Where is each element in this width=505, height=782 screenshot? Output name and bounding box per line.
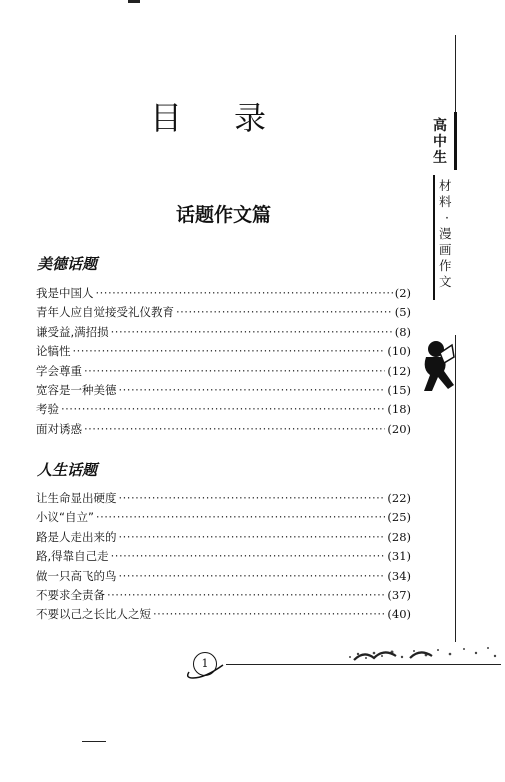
toc-entry-title: 不要以己之长比人之短	[36, 607, 151, 622]
toc-page: (28)	[387, 529, 411, 544]
toc-page: (40)	[387, 607, 411, 622]
toc-row[interactable]	[36, 401, 411, 420]
toc-row[interactable]	[36, 568, 411, 587]
series-label-vertical	[433, 118, 449, 166]
section-title-virtue: 美德话题	[37, 255, 98, 273]
subseries-bar	[433, 175, 435, 300]
leader-dots	[61, 402, 385, 416]
toc-page: (2)	[394, 286, 411, 300]
toc-entry-title: 路,得靠自己走	[36, 549, 109, 564]
subseries-char: 漫	[439, 226, 452, 241]
toc-row[interactable]	[36, 490, 411, 509]
toc-entry-title: 论犒性	[36, 344, 71, 359]
toc-row[interactable]	[36, 343, 411, 362]
toc-entry-title: 让生命显出硬度	[36, 491, 117, 505]
toc-row[interactable]	[36, 382, 411, 401]
series-char: 中	[433, 134, 447, 150]
leader-dots	[84, 422, 385, 436]
toc-page: (25)	[387, 510, 411, 525]
toc-page: (10)	[387, 344, 411, 359]
section-heading: 话题作文篇	[176, 204, 272, 226]
leader-dots	[96, 510, 385, 524]
toc-row[interactable]	[36, 509, 411, 528]
footer-rule	[226, 664, 501, 665]
toc-entry-title: 宽容是一种美德	[36, 382, 117, 397]
toc-entry-title: 考验	[36, 402, 59, 417]
leader-dots	[119, 530, 386, 544]
subseries-char: 材	[439, 178, 452, 193]
toc-page: (8)	[394, 324, 411, 339]
margin-rule-bottom	[455, 335, 456, 645]
toc-page: (15)	[387, 382, 411, 397]
toc-row[interactable]	[36, 548, 411, 567]
toc-row[interactable]	[36, 587, 411, 606]
leader-dots	[119, 491, 386, 505]
toc-entry-title: 小议“自立”	[36, 510, 94, 525]
toc-entry-title: 不要求全责备	[36, 587, 105, 602]
toc-page: (12)	[387, 363, 411, 378]
subseries-char: 料	[439, 194, 452, 209]
series-char: 高	[433, 118, 447, 134]
footer-ornament	[340, 642, 500, 664]
toc-list-life	[36, 490, 411, 626]
toc-row[interactable]	[36, 529, 411, 548]
toc-row[interactable]	[36, 324, 411, 343]
leader-dots	[73, 344, 386, 358]
series-char: 生	[433, 150, 447, 166]
toc-entry-title: 路是人走出来的	[36, 529, 117, 544]
toc-entry-title: 谦受益,满招损	[36, 324, 109, 339]
page-title: 目录	[150, 99, 319, 137]
leader-dots	[119, 383, 386, 397]
toc-row[interactable]	[36, 421, 411, 440]
toc-entry-title: 做一只高飞的鸟	[36, 568, 117, 583]
page-number: 1	[193, 652, 217, 676]
bottom-speck	[82, 741, 106, 742]
leader-dots	[96, 286, 393, 300]
subseries-char: 画	[439, 242, 452, 257]
toc-row[interactable]	[36, 606, 411, 625]
toc-entry-title: 学会尊重	[36, 363, 82, 378]
toc-row[interactable]	[36, 304, 411, 323]
subseries-char: ·	[445, 210, 449, 225]
subseries-char: 作	[439, 258, 452, 273]
toc-page: (20)	[387, 421, 411, 436]
toc-page: (37)	[387, 587, 411, 602]
leader-dots	[119, 569, 386, 583]
top-speck	[128, 0, 140, 3]
toc-entry-title: 面对诱惑	[36, 421, 82, 436]
toc-page: (22)	[387, 491, 411, 505]
toc-entry-title: 我是中国人	[36, 286, 94, 300]
leader-dots	[111, 549, 386, 563]
leader-dots	[84, 364, 385, 378]
reading-figure-icon	[418, 335, 458, 395]
toc-row[interactable]	[36, 363, 411, 382]
subseries-char: 文	[439, 274, 452, 289]
series-bar	[454, 112, 457, 170]
toc-list-virtue	[36, 285, 411, 440]
subseries-label-vertical	[439, 178, 455, 290]
toc-page: (34)	[387, 568, 411, 583]
leader-dots	[176, 305, 393, 319]
toc-row[interactable]	[36, 285, 411, 304]
leader-dots	[107, 588, 385, 602]
toc-entry-title: 青年人应自觉接受礼仪教育	[36, 305, 174, 320]
toc-page: (31)	[387, 549, 411, 564]
leader-dots	[153, 607, 385, 621]
section-title-life: 人生话题	[37, 461, 98, 479]
toc-page: (5)	[394, 305, 411, 320]
toc-page: (18)	[387, 402, 411, 417]
leader-dots	[111, 325, 393, 339]
